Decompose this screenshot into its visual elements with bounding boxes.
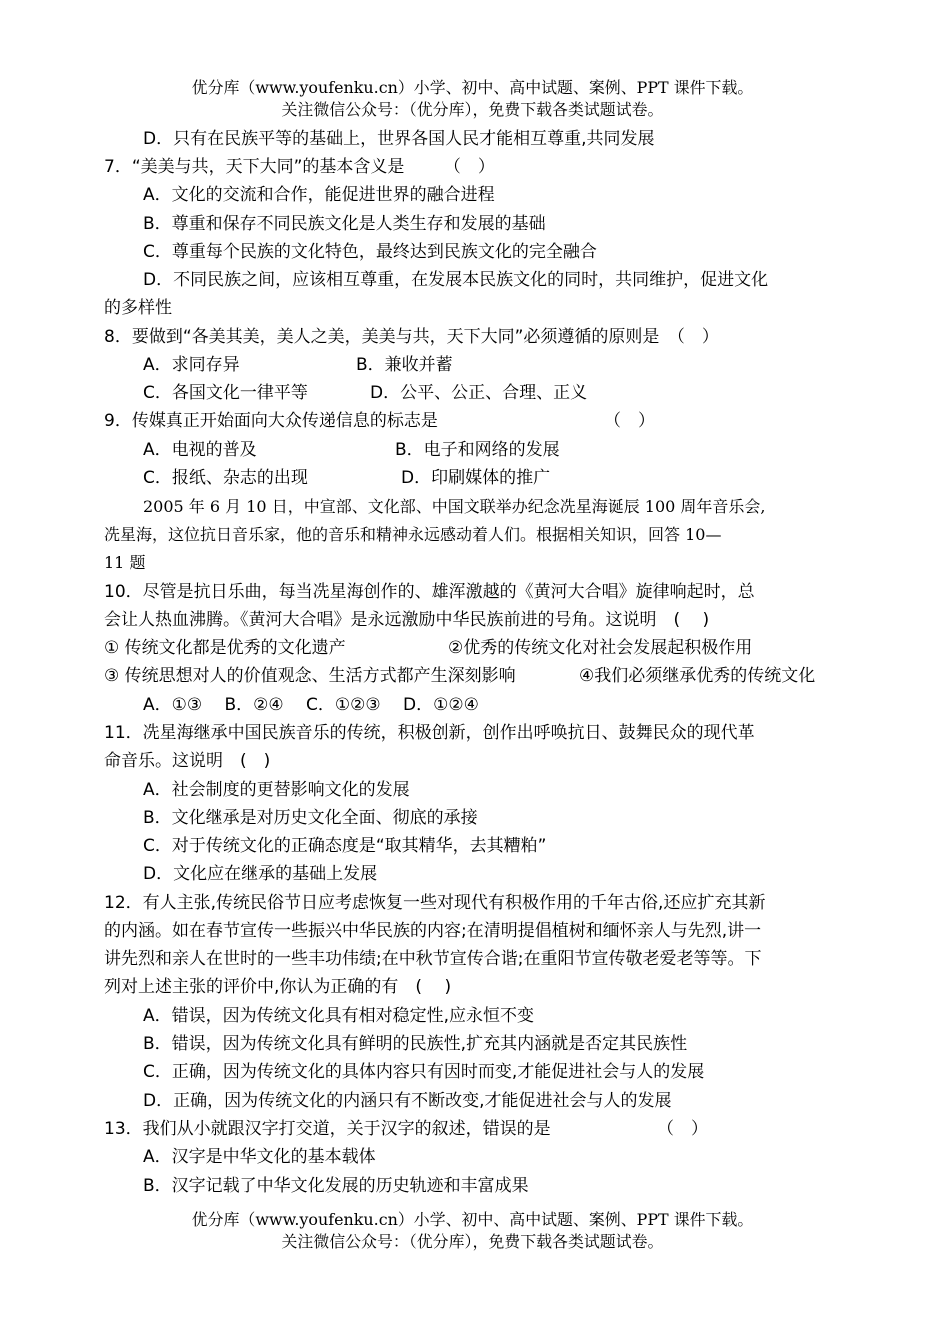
q7-stem: 7．“美美与共，天下大同”的基本含义是 （ ）	[104, 157, 495, 177]
q7-option-b: B．尊重和保存不同民族文化是人类生存和发展的基础	[143, 214, 546, 234]
q13-answer-paren: （ ）	[657, 1119, 708, 1139]
q10-item-3: ③ 传统思想对人的价值观念、生活方式都产生深刻影响	[104, 666, 516, 686]
q11-option-b: B．文化继承是对历史文化全面、彻底的承接	[143, 808, 478, 828]
q12-option-b: B．错误，因为传统文化具有鲜明的民族性,扩充其内涵就是否定其民族性	[143, 1034, 688, 1054]
q12-stem-line-4: 列对上述主张的评价中,你认为正确的有 ( )	[104, 977, 452, 997]
q11-option-d: D．文化应在继承的基础上发展	[143, 864, 378, 884]
material-line-2: 冼星海，这位抗日音乐家，他的音乐和精神永远感动着人们。根据相关知识，回答 10—	[104, 525, 722, 544]
q10-item-4: ④我们必须继承优秀的传统文化	[579, 666, 816, 686]
q13-option-b: B．汉字记载了中华文化发展的历史轨迹和丰富成果	[143, 1176, 529, 1196]
footer-line-2: 关注微信公众号：（优分库），免费下载各类试题试卷。	[281, 1232, 664, 1251]
q8-option-c: C．各国文化一律平等	[143, 383, 308, 403]
footer-line-1: 优分库（www.youfenku.cn）小学、初中、高中试题、案例、PPT 课件下载。	[191, 1210, 754, 1229]
q11-stem-line-1: 11．冼星海继承中国民族音乐的传统，积极创新，创作出呼唤抗日、鼓舞民众的现代革	[104, 723, 755, 743]
q7-option-c: C．尊重每个民族的文化特色，最终达到民族文化的完全融合	[143, 242, 597, 262]
q8-option-b: B．兼收并蓄	[356, 355, 453, 375]
q9-option-d: D．印刷媒体的推广	[401, 468, 551, 488]
q10-stem-line-1: 10．尽管是抗日乐曲，每当冼星海创作的、雄浑激越的《黄河大合唱》旋律响起时，总	[104, 582, 755, 602]
q7-option-d-line-1: D．不同民族之间，应该相互尊重，在发展本民族文化的同时，共同维护，促进文化	[143, 270, 769, 290]
q8-option-d: D．公平、公正、合理、正义	[370, 383, 588, 403]
q12-option-d: D．正确，因为传统文化的内涵只有不断改变,才能促进社会与人的发展	[143, 1091, 672, 1111]
q13-stem: 13．我们从小就跟汉字打交道，关于汉字的叙述，错误的是	[104, 1119, 551, 1139]
q11-option-a: A．社会制度的更替影响文化的发展	[143, 780, 410, 800]
q12-option-a: A．错误，因为传统文化具有相对稳定性,应永恒不变	[143, 1006, 535, 1026]
q8-option-a: A．求同存异	[143, 355, 240, 375]
q9-option-c: C．报纸、杂志的出现	[143, 468, 308, 488]
q7-option-d-line-2: 的多样性	[104, 298, 172, 318]
q12-option-c: C．正确，因为传统文化的具体内容只有因时而变,才能促进社会与人的发展	[143, 1062, 705, 1082]
q9-option-b: B．电子和网络的发展	[395, 440, 560, 460]
q12-stem-line-3: 讲先烈和亲人在世时的一些丰功伟绩;在中秋节宣传合谐;在重阳节宣传敬老爱老等等。下	[104, 949, 762, 969]
q8-stem: 8．要做到“各美其美，美人之美，美美与共，天下大同”必须遵循的原则是 （ ）	[104, 327, 719, 347]
q7-option-a: A．文化的交流和合作，能促进世界的融合进程	[143, 185, 495, 205]
q12-stem-line-1: 12．有人主张,传统民俗节日应考虑恢复一些对现代有积极作用的千年古俗,还应扩充其新	[104, 893, 766, 913]
q10-item-1: ① 传统文化都是优秀的文化遗产	[104, 638, 346, 658]
q11-stem-line-2: 命音乐。这说明 ( )	[104, 751, 271, 771]
q6-option-d: D．只有在民族平等的基础上，世界各国人民才能相互尊重,共同发展	[143, 129, 655, 149]
q10-options: A．①③ B．②④ C．①②③ D．①②④	[143, 695, 479, 715]
q11-option-c: C．对于传统文化的正确态度是“取其精华，去其糟粕”	[143, 836, 547, 856]
header-line-2: 关注微信公众号：（优分库），免费下载各类试题试卷。	[281, 100, 664, 119]
header-line-1: 优分库（www.youfenku.cn）小学、初中、高中试题、案例、PPT 课件下载。	[191, 78, 754, 97]
q10-stem-line-2: 会让人热血沸腾。《黄河大合唱》是永远激励中华民族前进的号角。这说明 ( )	[104, 610, 710, 630]
q9-answer-paren: （ ）	[604, 411, 655, 431]
q10-item-2: ②优秀的传统文化对社会发展起积极作用	[448, 638, 753, 658]
q12-stem-line-2: 的内涵。如在春节宣传一些振兴中华民族的内容;在清明提倡植树和缅怀亲人与先烈,讲一	[104, 921, 762, 941]
q9-option-a: A．电视的普及	[143, 440, 257, 460]
q13-option-a: A．汉字是中华文化的基本载体	[143, 1147, 376, 1167]
material-line-3: 11 题	[104, 553, 146, 572]
material-line-1: 2005 年 6 月 10 日，中宣部、文化部、中国文联举办纪念冼星海诞辰 100 周年音乐会,	[143, 497, 766, 516]
q9-stem: 9．传媒真正开始面向大众传递信息的标志是	[104, 411, 438, 431]
